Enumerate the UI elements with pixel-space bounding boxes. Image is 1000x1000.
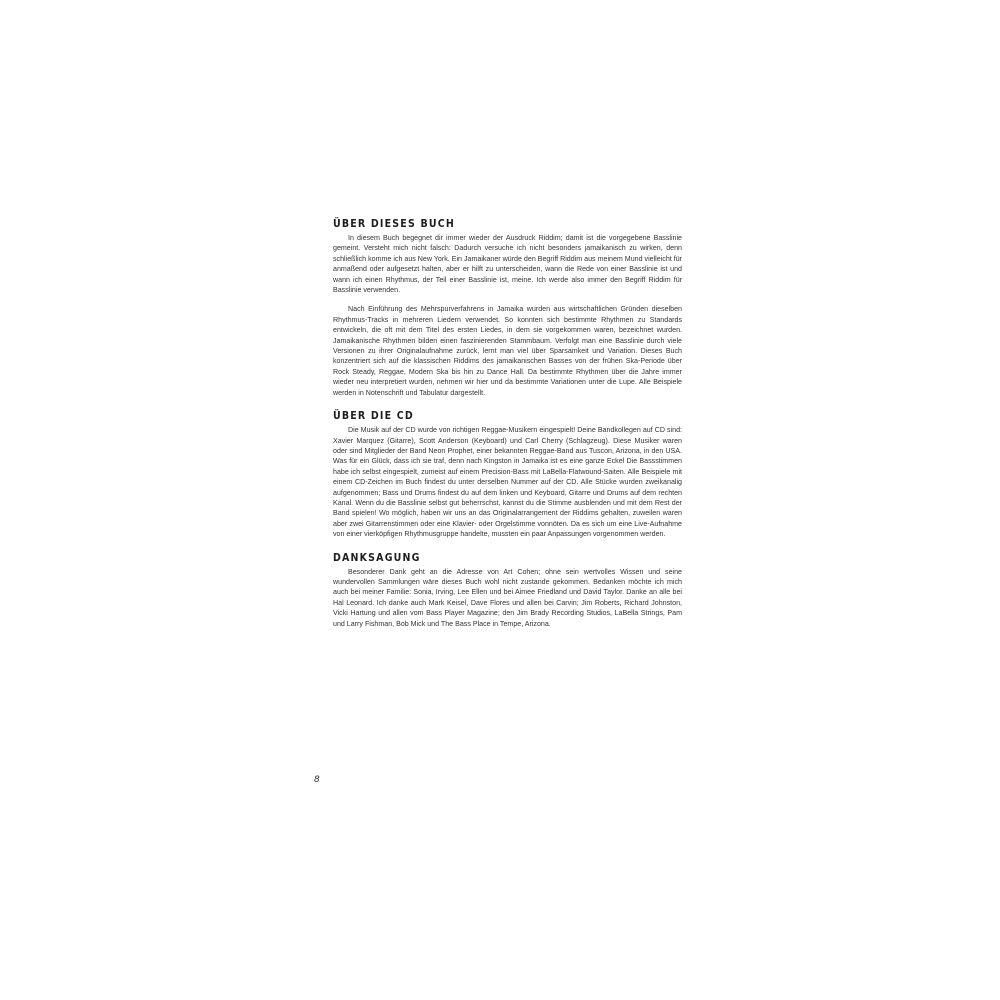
paragraph: Nach Einführung des Mehrspurverfahrens in Jamaika wurden aus wirtschaftlichen Gründen dieselben Rhythmus-Tracks in mehreren Liedern verwendet. So konnten sich bestimmte Rhythmen zu Standards entwickeln, die oft mit dem Titel des ersten Liedes, in dem sie vorgekommen waren, bezeichnet wurden. Jamaikanische Rhythmen bilden einen faszinierenden Stammbaum. Verfolgt man eine Basslinie durch viele Versionen zu ihrer Originalaufnahme zurück, lernt man viel über Sparsamkeit und Variation. Dieses Buch konzentriert sich auf die klassischen Riddims des jamaikanischen Basses von der frühen Ska-Periode über Rock Steady, Reggae, Modern Ska bis hin zu Dance Hall. Da bestimmte Rhythmen über die Jahre immer wieder neu interpretiert wurden, nehmen wir hier und da bestimmte Variationen unter die Lupe. Alle Beispiele werden in Notenschrift und Tabulatur dargestellt. — [333, 305, 682, 397]
section-heading: DANKSAGUNG — [333, 551, 421, 564]
page-number: 8 — [314, 775, 320, 785]
paragraph: In diesem Buch begegnet dir immer wieder der Ausdruck Riddim; damit ist die vorgegebene Basslinie gemeint. Versteht mich nicht falsch: Dadurch versuche ich nicht besonders jamaikanisch zu wirken, denn schließlich komme ich aus New York. Ein Jamaikaner würde den Begriff Riddim aus meinem Mund vielleicht für anmaßend oder aufgesetzt halten, aber er hilft zu unterscheiden, wann die Rede von einer Basslinie ist und wann ich einen Rhythmus, der Teil einer Basslinie ist, meine. Ich werde also immer den Begriff Riddim für Basslinie verwenden. — [333, 234, 682, 295]
paragraph: Besonderer Dank geht an die Adresse von Art Cohen; ohne sein wertvolles Wissen und seine wundervollen Sammlungen wäre dieses Buch wohl nicht zustande gekommen. Bedanken möchte ich mich auch bei meiner Familie: Sonia, Irving, Lee Ellen und bei Aimee Friedland und David Taylor. Danke an alle bei Hal Leonard. Ich danke auch Mark Keisel, Dave Flores und allen bei Carvin; Jim Roberts, Richard Johnston, Vicki Hartung und allen vom Bass Player Magazine; den Jim Brady Recording Studios, LaBella Strings, Pam und Larry Fishman, Bob Mick und The Bass Place in Tempe, Arizona. — [333, 567, 682, 628]
section-about-book — [333, 218, 682, 398]
paragraph: Die Musik auf der CD wurde von richtigen Reggae-Musikern eingespielt! Deine Bandkollegen auf CD sind: Xavier Marquez (Gitarre), Scott Anderson (Keyboard) und Carl Cherry (Schlagzeug). Diese Musiker waren oder sind Mitglieder der Band Neon Prophet, einer bekannten Reggae-Band aus Tuscon, Arizona, in den USA. Was für ein Glück, dass ich sie traf, denn nach Kingston in Jamaika ist es eine ganze Eckel Die Bassstimmen habe ich selbst eingespielt, zumeist auf einem Precision-Bass mit LaBella-Flatwound-Saiten. Alle Beispiele mit einem CD-Zeichen im Buch findest du unter derselben Nummer auf der CD. Alle Stücke wurden zweikanalig aufgenommen; Bass und Drums findest du auf dem linken und Keyboard, Gitarre und Drums auf dem rechten Kanal. Wenn du die Basslinie selbst gut beherrschst, kannst du die Stimme ausblenden und mit dem Rest der Band spielen! Wo möglich, haben wir uns an das Originalarrangement der Riddims gehalten, zuweilen waren aber zwei Gitarrenstimmen oder eine Klavier- oder Orgelstimme vonnöten. Da es sich um eine Live-Aufnahme von einer vierköpfigen Rhythmusgruppe handelte, mussten ein paar Anpassungen vorgenommen werden. — [333, 426, 682, 539]
section-heading: ÜBER DIE CD — [333, 410, 414, 423]
section-about-cd — [333, 410, 682, 539]
page-content — [333, 218, 682, 641]
section-acknowledgements — [333, 552, 682, 629]
section-heading: ÜBER DIESES BUCH — [333, 218, 455, 230]
